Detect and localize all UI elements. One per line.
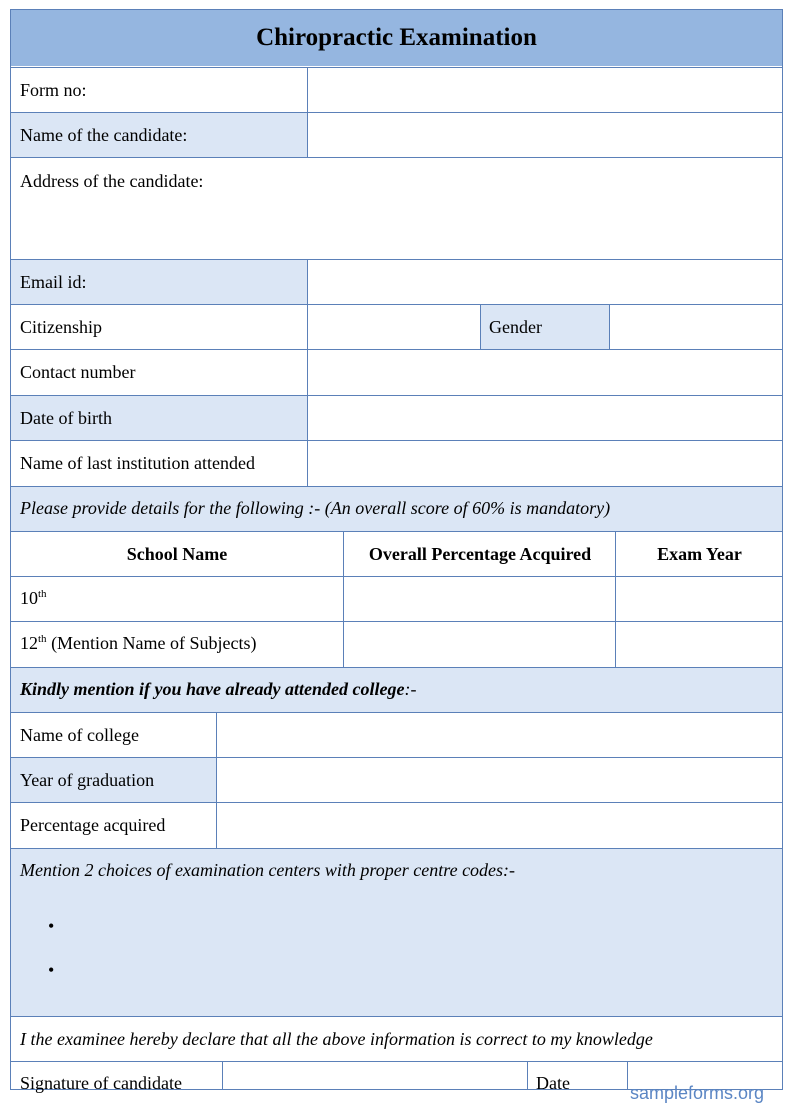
rule xyxy=(10,531,783,532)
rule xyxy=(343,531,344,667)
email-field[interactable] xyxy=(309,260,782,303)
percentage-10th-field[interactable] xyxy=(345,577,614,620)
column-header-school: School Name xyxy=(126,544,228,564)
row-label-10th: 10th xyxy=(20,588,47,608)
signature-field[interactable] xyxy=(224,1062,526,1089)
row-label-12th: 12th (Mention Name of Subjects) xyxy=(20,633,257,653)
graduation-year-field[interactable] xyxy=(218,758,782,801)
percentage-acquired-label: Percentage acquired xyxy=(20,815,166,835)
rule xyxy=(216,712,217,848)
exam-year-12th-field[interactable] xyxy=(617,622,782,666)
rule xyxy=(307,259,308,486)
rule xyxy=(10,1016,783,1017)
centre-choice-2-field[interactable] xyxy=(70,954,770,990)
declaration-text: I the examinee hereby declare that all the above information is correct to my knowledge xyxy=(20,1029,653,1049)
address-field[interactable] xyxy=(11,195,782,257)
percentage-12th-field[interactable] xyxy=(345,622,614,666)
form-no-label: Form no: xyxy=(20,80,87,100)
exam-year-10th-field[interactable] xyxy=(617,577,782,620)
citizenship-label: Citizenship xyxy=(20,317,102,337)
rule xyxy=(527,1061,528,1090)
rule xyxy=(480,304,481,349)
citizenship-field[interactable] xyxy=(309,305,479,348)
form-title: Chiropractic Examination xyxy=(256,24,537,51)
college-name-field[interactable] xyxy=(218,713,782,756)
rule xyxy=(307,67,308,157)
signature-label: Signature of candidate xyxy=(20,1073,182,1093)
rule xyxy=(10,667,783,668)
column-header-percentage: Overall Percentage Acquired xyxy=(368,544,592,564)
centre-choice-bullet: • xyxy=(48,960,55,980)
form-no-field[interactable] xyxy=(309,68,782,111)
college-heading: Kindly mention if you have already attended college:- xyxy=(20,679,417,699)
candidate-name-label: Name of the candidate: xyxy=(20,125,188,145)
gender-label: Gender xyxy=(489,317,542,337)
rule xyxy=(615,531,616,667)
watermark: sampleforms.org xyxy=(630,1083,765,1103)
contact-label: Contact number xyxy=(20,362,136,382)
rule xyxy=(609,304,610,349)
dob-field[interactable] xyxy=(309,396,782,439)
percentage-acquired-field[interactable] xyxy=(218,803,782,847)
centre-choice-1-field[interactable] xyxy=(70,910,770,946)
column-header-exam-year: Exam Year xyxy=(657,544,742,564)
rule xyxy=(10,157,783,158)
centres-heading: Mention 2 choices of examination centers with proper centre codes:- xyxy=(20,860,516,880)
rule xyxy=(222,1061,223,1090)
rule xyxy=(10,486,783,487)
address-label: Address of the candidate: xyxy=(20,171,204,191)
last-institution-field[interactable] xyxy=(309,441,782,485)
email-label: Email id: xyxy=(20,272,87,292)
contact-field[interactable] xyxy=(309,350,782,394)
college-name-label: Name of college xyxy=(20,725,139,745)
rule xyxy=(10,848,783,849)
graduation-year-label: Year of graduation xyxy=(20,770,155,790)
last-institution-label: Name of last institution attended xyxy=(20,453,255,473)
centre-choice-bullet: • xyxy=(48,916,55,936)
dob-label: Date of birth xyxy=(20,408,112,428)
education-instructions: Please provide details for the following :- (An overall score of 60% is mandatory) xyxy=(20,498,611,518)
candidate-name-field[interactable] xyxy=(309,113,782,156)
rule xyxy=(627,1061,628,1090)
date-label: Date xyxy=(536,1073,570,1093)
gender-field[interactable] xyxy=(611,305,782,348)
